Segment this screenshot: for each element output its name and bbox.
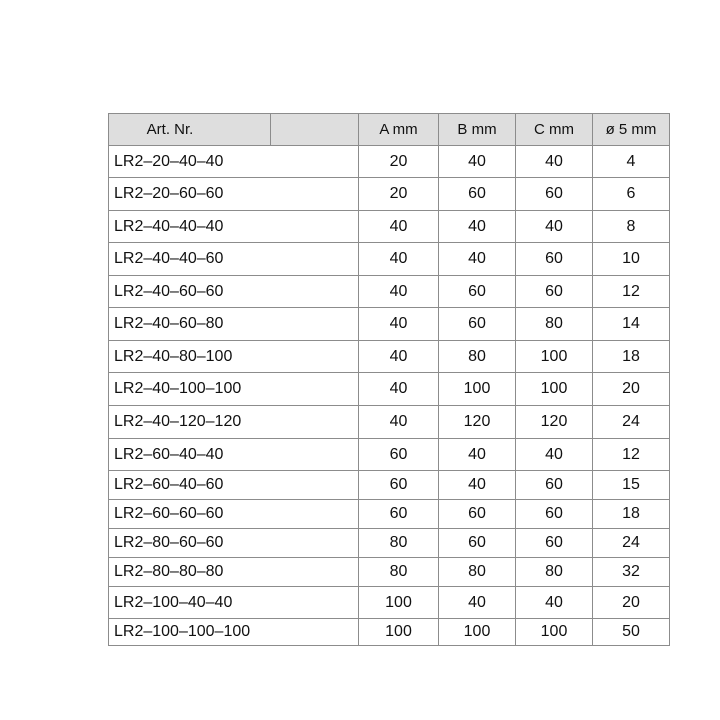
blank-cell bbox=[271, 178, 359, 211]
a-cell: 40 bbox=[359, 373, 439, 406]
table-row bbox=[109, 373, 670, 406]
header-diameter: ø 5 mm bbox=[593, 114, 670, 146]
c-cell: 40 bbox=[516, 439, 593, 471]
table-row bbox=[109, 341, 670, 373]
table-header bbox=[109, 114, 670, 146]
art-nr-cell: LR2–40–100–100 bbox=[109, 373, 271, 406]
table-row bbox=[109, 558, 670, 587]
b-cell: 100 bbox=[439, 373, 516, 406]
b-cell: 40 bbox=[439, 146, 516, 178]
art-nr-cell: LR2–40–120–120 bbox=[109, 406, 271, 439]
diameter-cell: 12 bbox=[593, 439, 670, 471]
table-row bbox=[109, 439, 670, 471]
header-a-mm: A mm bbox=[359, 114, 439, 146]
c-cell: 40 bbox=[516, 211, 593, 243]
blank-cell bbox=[271, 587, 359, 619]
diameter-cell: 50 bbox=[593, 619, 670, 646]
diameter-cell: 14 bbox=[593, 308, 670, 341]
table-row bbox=[109, 243, 670, 276]
a-cell: 100 bbox=[359, 587, 439, 619]
art-nr-cell: LR2–60–40–40 bbox=[109, 439, 271, 471]
blank-cell bbox=[271, 558, 359, 587]
a-cell: 100 bbox=[359, 619, 439, 646]
diameter-cell: 18 bbox=[593, 341, 670, 373]
b-cell: 60 bbox=[439, 178, 516, 211]
c-cell: 80 bbox=[516, 308, 593, 341]
diameter-cell: 15 bbox=[593, 471, 670, 500]
table-row bbox=[109, 471, 670, 500]
table-row bbox=[109, 406, 670, 439]
art-nr-cell: LR2–40–60–60 bbox=[109, 276, 271, 308]
b-cell: 60 bbox=[439, 308, 516, 341]
blank-cell bbox=[271, 276, 359, 308]
a-cell: 40 bbox=[359, 243, 439, 276]
diameter-cell: 32 bbox=[593, 558, 670, 587]
blank-cell bbox=[271, 308, 359, 341]
art-nr-cell: LR2–80–60–60 bbox=[109, 529, 271, 558]
art-nr-cell: LR2–100–40–40 bbox=[109, 587, 271, 619]
art-nr-cell: LR2–60–40–60 bbox=[109, 471, 271, 500]
art-nr-cell: LR2–60–60–60 bbox=[109, 500, 271, 529]
table-row bbox=[109, 619, 670, 646]
b-cell: 80 bbox=[439, 558, 516, 587]
table-row bbox=[109, 276, 670, 308]
a-cell: 60 bbox=[359, 471, 439, 500]
art-nr-cell: LR2–40–80–100 bbox=[109, 341, 271, 373]
c-cell: 100 bbox=[516, 341, 593, 373]
blank-cell bbox=[271, 373, 359, 406]
blank-cell bbox=[271, 243, 359, 276]
c-cell: 60 bbox=[516, 178, 593, 211]
c-cell: 60 bbox=[516, 276, 593, 308]
a-cell: 40 bbox=[359, 341, 439, 373]
b-cell: 120 bbox=[439, 406, 516, 439]
table-row bbox=[109, 178, 670, 211]
table-row bbox=[109, 529, 670, 558]
b-cell: 40 bbox=[439, 587, 516, 619]
blank-cell bbox=[271, 619, 359, 646]
a-cell: 80 bbox=[359, 558, 439, 587]
header-b-mm: B mm bbox=[439, 114, 516, 146]
a-cell: 40 bbox=[359, 211, 439, 243]
diameter-cell: 20 bbox=[593, 373, 670, 406]
a-cell: 20 bbox=[359, 178, 439, 211]
art-nr-cell: LR2–80–80–80 bbox=[109, 558, 271, 587]
a-cell: 60 bbox=[359, 439, 439, 471]
blank-cell bbox=[271, 500, 359, 529]
c-cell: 60 bbox=[516, 243, 593, 276]
blank-cell bbox=[271, 341, 359, 373]
header-c-mm: C mm bbox=[516, 114, 593, 146]
art-nr-cell: LR2–40–40–40 bbox=[109, 211, 271, 243]
a-cell: 60 bbox=[359, 500, 439, 529]
header-row bbox=[109, 114, 670, 146]
b-cell: 60 bbox=[439, 276, 516, 308]
b-cell: 80 bbox=[439, 341, 516, 373]
a-cell: 40 bbox=[359, 406, 439, 439]
diameter-cell: 20 bbox=[593, 587, 670, 619]
c-cell: 60 bbox=[516, 529, 593, 558]
diameter-cell: 4 bbox=[593, 146, 670, 178]
art-nr-cell: LR2–40–40–60 bbox=[109, 243, 271, 276]
table-row bbox=[109, 587, 670, 619]
blank-cell bbox=[271, 406, 359, 439]
header-art-nr: Art. Nr. bbox=[109, 114, 271, 146]
art-nr-cell: LR2–40–60–80 bbox=[109, 308, 271, 341]
header-blank bbox=[271, 114, 359, 146]
c-cell: 40 bbox=[516, 146, 593, 178]
art-nr-cell: LR2–100–100–100 bbox=[109, 619, 271, 646]
product-dimensions-table bbox=[108, 113, 670, 646]
b-cell: 40 bbox=[439, 471, 516, 500]
blank-cell bbox=[271, 146, 359, 178]
b-cell: 40 bbox=[439, 439, 516, 471]
a-cell: 40 bbox=[359, 308, 439, 341]
b-cell: 60 bbox=[439, 500, 516, 529]
diameter-cell: 24 bbox=[593, 406, 670, 439]
a-cell: 80 bbox=[359, 529, 439, 558]
blank-cell bbox=[271, 529, 359, 558]
diameter-cell: 6 bbox=[593, 178, 670, 211]
table-row bbox=[109, 308, 670, 341]
c-cell: 120 bbox=[516, 406, 593, 439]
table-row bbox=[109, 211, 670, 243]
table-body bbox=[109, 146, 670, 646]
diameter-cell: 18 bbox=[593, 500, 670, 529]
a-cell: 20 bbox=[359, 146, 439, 178]
diameter-cell: 24 bbox=[593, 529, 670, 558]
art-nr-cell: LR2–20–40–40 bbox=[109, 146, 271, 178]
b-cell: 100 bbox=[439, 619, 516, 646]
c-cell: 40 bbox=[516, 587, 593, 619]
art-nr-cell: LR2–20–60–60 bbox=[109, 178, 271, 211]
diameter-cell: 10 bbox=[593, 243, 670, 276]
blank-cell bbox=[271, 211, 359, 243]
c-cell: 100 bbox=[516, 373, 593, 406]
diameter-cell: 12 bbox=[593, 276, 670, 308]
c-cell: 100 bbox=[516, 619, 593, 646]
table-row bbox=[109, 500, 670, 529]
c-cell: 80 bbox=[516, 558, 593, 587]
a-cell: 40 bbox=[359, 276, 439, 308]
c-cell: 60 bbox=[516, 471, 593, 500]
b-cell: 60 bbox=[439, 529, 516, 558]
blank-cell bbox=[271, 471, 359, 500]
c-cell: 60 bbox=[516, 500, 593, 529]
blank-cell bbox=[271, 439, 359, 471]
b-cell: 40 bbox=[439, 243, 516, 276]
table-row bbox=[109, 146, 670, 178]
b-cell: 40 bbox=[439, 211, 516, 243]
diameter-cell: 8 bbox=[593, 211, 670, 243]
